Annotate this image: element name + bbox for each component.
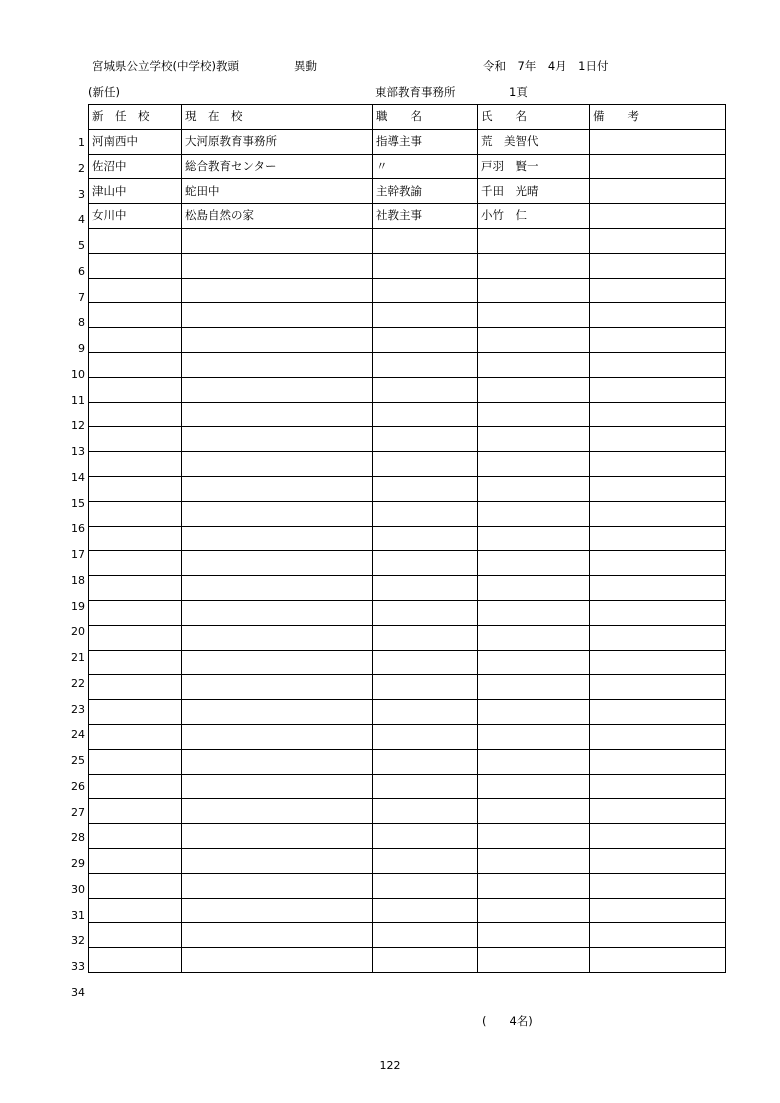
cell-remarks [590,501,726,526]
cell-current-school [182,427,373,452]
cell-new-school [89,625,182,650]
cell-name [478,948,590,973]
cell-current-school [182,501,373,526]
cell-name [478,352,590,377]
cell-new-school [89,427,182,452]
cell-new-school [89,675,182,700]
sheet-page-number: 1頁 [509,85,528,99]
cell-new-school [89,898,182,923]
cell-position [373,526,478,551]
table-row [89,948,726,973]
cell-name [478,799,590,824]
cell-new-school: 佐沼中 [89,154,182,179]
cell-new-school [89,328,182,353]
cell-new-school [89,873,182,898]
cell-current-school [182,799,373,824]
cell-new-school: 津山中 [89,179,182,204]
cell-remarks [590,650,726,675]
cell-position [373,576,478,601]
cell-name [478,724,590,749]
cell-current-school: 松島自然の家 [182,204,373,229]
cell-current-school [182,377,373,402]
cell-new-school [89,303,182,328]
column-header-name: 氏 名 [478,105,590,130]
cell-remarks [590,452,726,477]
cell-current-school [182,352,373,377]
cell-remarks [590,923,726,948]
cell-position [373,873,478,898]
cell-position [373,898,478,923]
cell-new-school [89,253,182,278]
cell-remarks [590,179,726,204]
cell-new-school [89,774,182,799]
cell-remarks [590,799,726,824]
cell-current-school: 蛇田中 [182,179,373,204]
cell-current-school [182,402,373,427]
cell-new-school [89,278,182,303]
cell-current-school [182,749,373,774]
table-row [89,204,726,229]
row-number: 21 [71,651,85,664]
row-number: 4 [78,213,85,227]
cell-remarks [590,278,726,303]
table-row [89,551,726,576]
cell-new-school [89,526,182,551]
cell-remarks [590,253,726,278]
cell-name [478,551,590,576]
table-row [89,352,726,377]
row-number: 2 [78,161,85,175]
row-number: 11 [71,393,85,407]
row-number: 9 [78,342,85,355]
cell-remarks [590,948,726,973]
cell-name [478,774,590,799]
cell-current-school [182,526,373,551]
table-row [89,650,726,675]
cell-new-school: 女川中 [89,204,182,229]
total-count: ( 4名) [482,1014,533,1028]
cell-position [373,724,478,749]
row-number: 10 [71,367,85,381]
cell-new-school [89,452,182,477]
row-number: 5 [78,239,85,252]
document-title: 宮城県公立学校(中学校)教頭 [92,59,239,73]
cell-remarks [590,600,726,625]
table-row [89,278,726,303]
table-row [89,774,726,799]
column-header-new-school: 新 任 校 [89,105,182,130]
cell-name [478,303,590,328]
table-header-row [89,105,726,130]
row-number: 24 [71,728,85,742]
cell-remarks [590,551,726,576]
cell-remarks [590,352,726,377]
table-row [89,129,726,154]
cell-position [373,650,478,675]
cell-current-school [182,848,373,873]
cell-position [373,948,478,973]
cell-current-school: 総合教育センター [182,154,373,179]
cell-remarks [590,724,726,749]
cell-name [478,700,590,725]
cell-position [373,799,478,824]
table-row [89,600,726,625]
footer-page-number: 122 [379,1059,401,1072]
cell-name [478,873,590,898]
cell-remarks [590,228,726,253]
cell-remarks [590,749,726,774]
personnel-action-type: 異動 [294,59,317,73]
cell-current-school [182,576,373,601]
cell-new-school [89,228,182,253]
cell-remarks [590,625,726,650]
cell-name [478,278,590,303]
cell-remarks [590,774,726,799]
cell-new-school [89,377,182,402]
row-number: 26 [71,779,85,793]
table-row [89,724,726,749]
cell-new-school [89,600,182,625]
cell-new-school [89,799,182,824]
cell-new-school [89,501,182,526]
table-row [89,576,726,601]
table-row [89,749,726,774]
cell-remarks [590,824,726,849]
row-number: 6 [78,264,85,278]
row-number: 7 [78,290,85,304]
table-row [89,700,726,725]
cell-current-school [182,228,373,253]
row-number: 12 [71,419,85,433]
row-number: 14 [71,470,85,484]
cell-new-school [89,551,182,576]
personnel-table [88,104,726,973]
cell-name [478,228,590,253]
table-row [89,675,726,700]
cell-new-school [89,402,182,427]
cell-remarks [590,675,726,700]
cell-name [478,749,590,774]
cell-new-school [89,650,182,675]
cell-new-school [89,576,182,601]
cell-current-school [182,948,373,973]
table-row [89,452,726,477]
cell-position [373,923,478,948]
cell-remarks [590,427,726,452]
row-number: 17 [71,548,85,561]
cell-position [373,303,478,328]
cell-remarks [590,576,726,601]
cell-new-school [89,352,182,377]
cell-position [373,600,478,625]
cell-current-school [182,476,373,501]
row-number: 19 [71,599,85,613]
row-number: 8 [78,316,85,330]
cell-current-school [182,278,373,303]
table-row [89,898,726,923]
table-row [89,526,726,551]
cell-name [478,501,590,526]
table-row [89,625,726,650]
cell-name [478,253,590,278]
cell-position [373,625,478,650]
cell-position [373,328,478,353]
office-name: 東部教育事務所 [375,85,456,99]
cell-remarks [590,848,726,873]
cell-position: 指導主事 [373,129,478,154]
effective-date: 令和 7年 4月 1日付 [483,59,609,73]
cell-position [373,551,478,576]
cell-name [478,625,590,650]
cell-name [478,675,590,700]
cell-position [373,228,478,253]
cell-position [373,278,478,303]
cell-name [478,328,590,353]
cell-remarks [590,129,726,154]
cell-current-school [182,650,373,675]
cell-current-school [182,551,373,576]
cell-name [478,923,590,948]
cell-new-school: 河南西中 [89,129,182,154]
cell-name: 小竹 仁 [478,204,590,229]
cell-remarks [590,204,726,229]
cell-current-school [182,700,373,725]
cell-current-school [182,253,373,278]
table-row [89,923,726,948]
table-body [89,129,726,972]
row-number: 28 [71,831,85,845]
cell-remarks [590,328,726,353]
cell-current-school [182,625,373,650]
cell-name [478,848,590,873]
cell-name [478,526,590,551]
column-header-position: 職 名 [373,105,478,130]
row-number: 22 [71,676,85,690]
cell-position [373,501,478,526]
cell-remarks [590,377,726,402]
cell-current-school [182,600,373,625]
cell-position [373,253,478,278]
table-row [89,228,726,253]
column-header-remarks: 備 考 [590,105,726,130]
cell-new-school [89,476,182,501]
row-number: 16 [71,522,85,536]
cell-current-school [182,873,373,898]
row-number: 20 [71,625,85,639]
cell-name: 千田 光晴 [478,179,590,204]
cell-name [478,377,590,402]
row-number: 18 [71,573,85,587]
row-number: 27 [71,805,85,819]
cell-position [373,824,478,849]
cell-new-school [89,700,182,725]
cell-current-school [182,774,373,799]
cell-position [373,749,478,774]
column-header-current-school: 現 在 校 [182,105,373,130]
cell-current-school [182,675,373,700]
cell-current-school [182,452,373,477]
cell-position [373,427,478,452]
cell-position [373,377,478,402]
cell-name [478,402,590,427]
row-number: 32 [71,934,85,948]
cell-name [478,476,590,501]
cell-position [373,352,478,377]
table-row [89,427,726,452]
cell-position [373,774,478,799]
row-number: 3 [78,187,85,201]
cell-remarks [590,700,726,725]
cell-current-school [182,898,373,923]
row-number: 13 [71,445,85,458]
cell-name: 戸羽 賢一 [478,154,590,179]
table-row [89,476,726,501]
row-number: 23 [71,702,85,716]
row-number: 25 [71,754,85,767]
table-row [89,848,726,873]
cell-current-school [182,824,373,849]
cell-new-school [89,923,182,948]
table-row [89,824,726,849]
cell-name [478,452,590,477]
cell-position [373,476,478,501]
row-number: 30 [71,882,85,896]
cell-current-school [182,303,373,328]
cell-remarks [590,526,726,551]
cell-remarks [590,402,726,427]
table-row [89,154,726,179]
cell-position: 主幹教諭 [373,179,478,204]
row-number: 1 [78,136,85,149]
table-row [89,253,726,278]
table-row [89,179,726,204]
cell-new-school [89,724,182,749]
row-number: 33 [71,960,85,973]
cell-current-school [182,923,373,948]
cell-new-school [89,948,182,973]
cell-position: 社教主事 [373,204,478,229]
table-row [89,501,726,526]
cell-remarks [590,898,726,923]
cell-current-school: 大河原教育事務所 [182,129,373,154]
table-row [89,303,726,328]
cell-name [478,650,590,675]
cell-name [478,576,590,601]
table-row [89,873,726,898]
cell-position [373,402,478,427]
cell-name [478,898,590,923]
cell-name [478,427,590,452]
cell-position [373,848,478,873]
table-row [89,328,726,353]
row-number: 15 [71,496,85,510]
cell-position [373,452,478,477]
cell-new-school [89,848,182,873]
cell-position [373,700,478,725]
category-label: (新任) [88,85,120,99]
cell-remarks [590,154,726,179]
cell-new-school [89,824,182,849]
row-number: 29 [71,857,85,870]
cell-name: 荒 美智代 [478,129,590,154]
row-number: 31 [71,908,85,922]
cell-remarks [590,873,726,898]
cell-position [373,675,478,700]
row-number: 34 [71,985,85,999]
cell-new-school [89,749,182,774]
cell-remarks [590,476,726,501]
cell-current-school [182,724,373,749]
cell-current-school [182,328,373,353]
table-row [89,402,726,427]
cell-position: 〃 [373,154,478,179]
cell-remarks [590,303,726,328]
cell-name [478,824,590,849]
cell-name [478,600,590,625]
table-row [89,799,726,824]
table-row [89,377,726,402]
